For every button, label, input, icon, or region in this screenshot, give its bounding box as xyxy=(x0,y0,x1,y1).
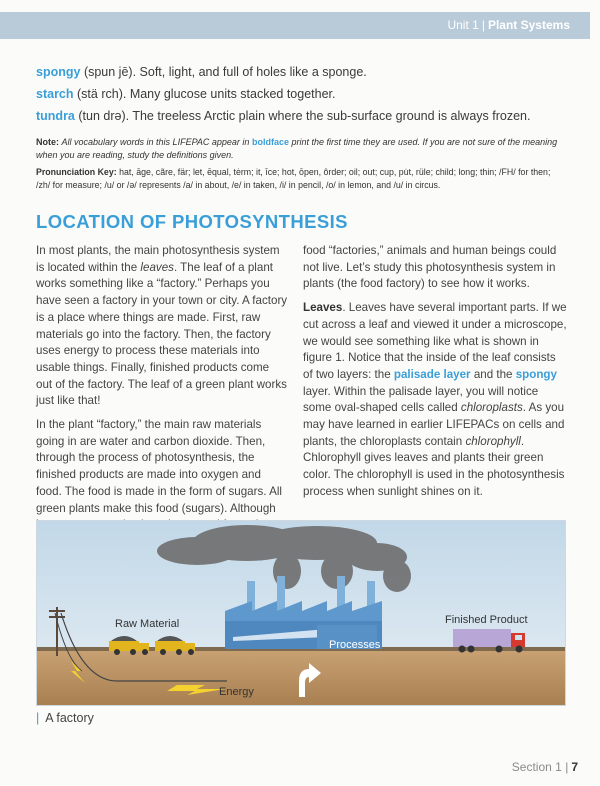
header-separator: | xyxy=(481,18,485,32)
text: . Leaves have several important parts. If we cut across a leaf and viewed it under a microscope, we would see something like what is shown in figure 1. Notice that the inside of the leaf consists of two layers: the xyxy=(303,301,567,381)
label-processes: Processes xyxy=(329,639,381,651)
lead-term: Leaves xyxy=(303,301,343,315)
label-finished-product: Finished Product xyxy=(445,614,528,626)
figure-caption xyxy=(36,711,94,725)
footer-section: Section 1 xyxy=(511,760,562,774)
text: . Chlorophyll gives leaves and plants their green color. The chlorophyll is used in the photosynthesis process when sunlight shines on it. xyxy=(303,434,565,498)
caption-text: A factory xyxy=(45,711,94,725)
note-boldface-word: boldface xyxy=(251,137,289,147)
vocab-pronunciation: (spun jē). xyxy=(83,65,137,79)
vocab-entry-starch xyxy=(36,86,566,102)
keyword-palisade-layer: palisade layer xyxy=(393,367,471,381)
note-label: Note: xyxy=(36,137,59,147)
vocab-definition: The treeless Arctic plain where the sub-surface ground is always frozen. xyxy=(132,109,531,123)
factory-illustration xyxy=(37,521,566,706)
caption-bar: | xyxy=(36,711,40,725)
header-text xyxy=(447,18,570,32)
paragraph: food “factories,” animals and human beings could not live. Let’s study this photosynthesis system in plants (the food factory) to see how it works. xyxy=(303,244,557,291)
vocab-definition: Soft, light, and full of holes like a sponge. xyxy=(139,65,367,79)
vocab-term: starch xyxy=(36,87,74,101)
header-bar xyxy=(0,12,590,39)
text: and the xyxy=(473,367,513,381)
pronunciation-key xyxy=(36,166,566,192)
italic-term: leaves xyxy=(140,260,174,274)
italic-term: chloroplasts xyxy=(460,401,523,415)
factory-figure xyxy=(36,520,566,706)
note-text-before: All vocabulary words in this LIFEPAC appear in xyxy=(61,137,250,147)
section-title: LOCATION OF PHOTOSYNTHESIS xyxy=(36,211,348,232)
footer-separator: | xyxy=(565,760,569,774)
paragraph: In the plant “factory,” the main raw materials going in are water and carbon dioxide. Then, through the process of photosynthesis, the finished products are made into oxygen and food. The food is made in the form of sugars. All green plants make this food (sugars). Although xyxy=(36,418,282,515)
text: In most plants, the main photosynthesis system is located within the xyxy=(36,244,280,274)
label-raw-material: Raw Material xyxy=(115,618,180,630)
vocab-entry-tundra xyxy=(36,108,566,124)
text: layer. Within the palisade layer, you will notice some oval-shaped cells called xyxy=(303,384,539,415)
italic-term: chlorophyll xyxy=(465,434,521,448)
header-unit: Unit 1 xyxy=(447,18,479,32)
header-title: Plant Systems xyxy=(487,18,570,32)
vocab-term: spongy xyxy=(36,65,81,79)
pronunciation-label: Pronunciation Key: xyxy=(36,167,117,177)
paragraph xyxy=(303,300,568,500)
page-number: 7 xyxy=(571,760,578,774)
right-column xyxy=(303,243,568,508)
keyword-spongy: spongy xyxy=(515,367,557,381)
vocab-pronunciation: (tun drə). xyxy=(78,109,130,123)
note-text-after: print the first time they are used. If you are not sure of the meaning when you are reading, study the definitions given. xyxy=(36,137,558,160)
vocab-entry-spongy xyxy=(36,64,566,80)
text: . As you may have learned in earlier LIFEPACs on cells and plants, the chloroplasts contain xyxy=(303,401,565,448)
vocabulary-note xyxy=(36,136,566,162)
paragraph xyxy=(36,243,288,410)
pronunciation-text: hat, āge, cãre, fär; let, ēqual, tėrm; it, īce; hot, ōpen, ôrder; oil; out; cup, pu̇t, rüle; child; long; thin; /FH/ for then; /zh/ for measure; /u/ or /ə/ represents /a/ in about, /e/ in taken, /i/ in pencil, /o/ in lemon, and /u/ in circus. xyxy=(36,167,551,190)
vocab-definition: Many glucose units stacked together. xyxy=(129,87,336,101)
vocab-pronunciation: (stä rch). xyxy=(77,87,127,101)
text: . The leaf of a plant works something like a “factory.” Perhaps you have seen a factory in your town or city. A factory is a place where things are made. First, raw materials go into the factory. Then, the factory uses energy to process these materials into usable things. Finally, finished products come out of the factory. The leaf of a green plant works just like that! xyxy=(36,260,288,408)
page-footer xyxy=(512,760,578,774)
vocab-term: tundra xyxy=(36,109,75,123)
label-energy: Energy xyxy=(219,686,254,698)
